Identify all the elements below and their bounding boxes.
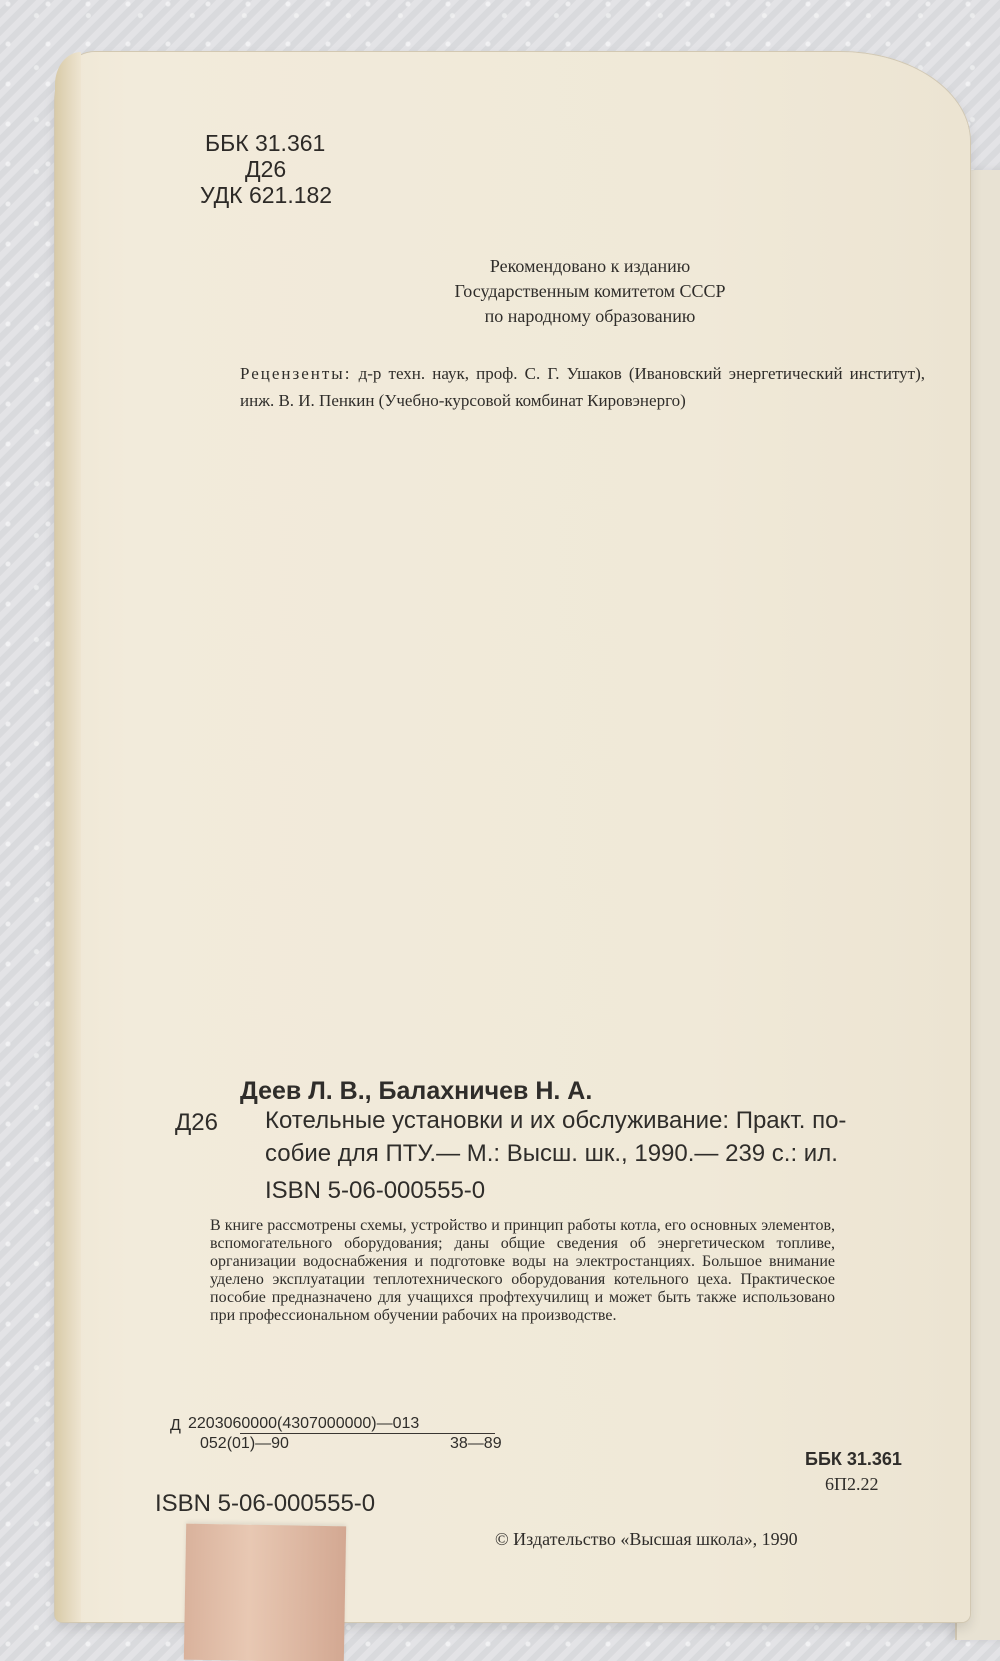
recommendation-line-2: Государственным комитетом СССР: [454, 281, 726, 301]
reviewers-label: Рецензенты:: [240, 364, 352, 383]
book-annotation: В книге рассмотрены схемы, устройство и принцип работы котла, его основных элементов, вспомогательного оборудования; даны общие сведения об энергетическом топливе, организации водоснабжения и подготовке воды на электростанциях. Большое внимание уделено эксплуатации теплотехнического оборудования котельного цеха. Практическое пособие предназначено для учащихся профтехучилищ и может быть также использовано при профессиональном обучении рабочих на производстве.: [210, 1217, 835, 1324]
paper-bookmark: [184, 1524, 346, 1661]
book-authors: Деев Л. В., Балахничев Н. А.: [240, 1077, 593, 1105]
reviewers-text: д-р техн. наук, проф. С. Г. Ушаков (Ивановский энергетический институт), инж. В. И. Пенкин (Учебно-курсовой комбинат Кировэнерго): [240, 364, 925, 410]
copyright-notice: © Издательство «Высшая школа», 1990: [495, 1529, 798, 1549]
imprint-classification: 6П2.22: [825, 1474, 879, 1494]
book-title-line-1: Котельные установки и их обслуживание: Практ. по-: [265, 1107, 847, 1134]
imprint-bbk: ББК 31.361: [805, 1449, 902, 1469]
page-binding-edge: [55, 52, 81, 1622]
imprint-fraction-line: [240, 1433, 495, 1434]
book-isbn: ISBN 5-06-000555-0: [265, 1177, 486, 1204]
bbk-code: ББК 31.361: [205, 130, 326, 156]
title-verso-page: [55, 52, 970, 1622]
reviewers-note: [240, 360, 925, 414]
imprint-isbn: ISBN 5-06-000555-0: [155, 1490, 376, 1517]
imprint-prefix: Д: [170, 1417, 181, 1434]
book-title-line-2: собие для ПТУ.— М.: Высш. шк., 1990.— 239 с.: ил.: [265, 1140, 838, 1167]
recommendation-line-3: по народному образованию: [484, 306, 696, 326]
recommendation-line-1: Рекомендовано к изданию: [489, 256, 691, 276]
imprint-numerator: 2203060000(4307000000)—013: [188, 1415, 420, 1432]
imprint-denominator: 052(01)—90: [200, 1435, 289, 1452]
author-mark: Д26: [245, 156, 287, 182]
book-mark: Д26: [175, 1109, 218, 1136]
imprint-number: 38—89: [450, 1435, 502, 1452]
udk-code: УДК 621.182: [200, 182, 333, 208]
book-description: [265, 1104, 915, 1170]
